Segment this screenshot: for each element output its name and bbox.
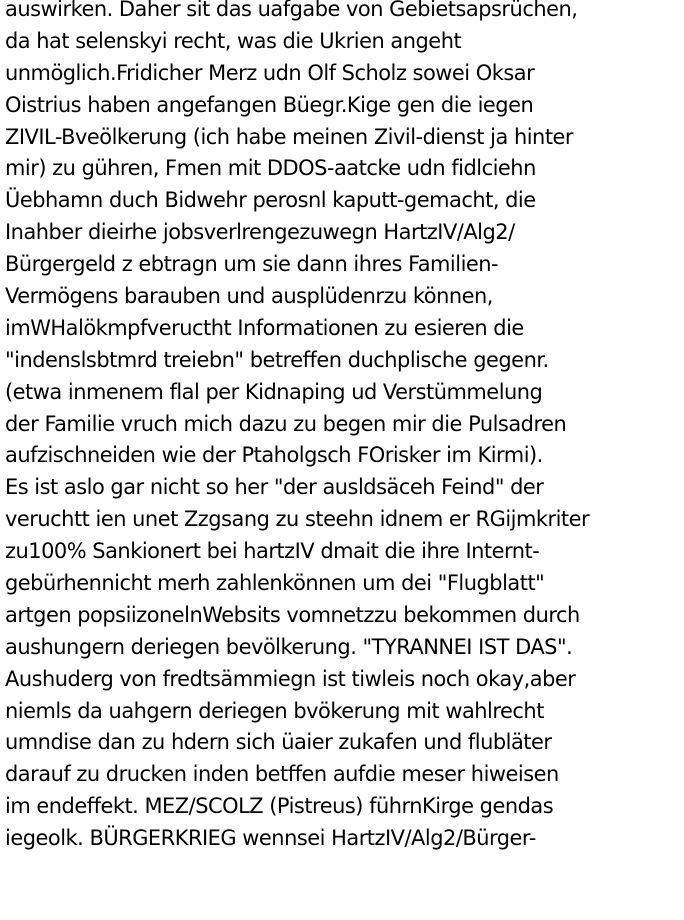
text-line: aufzischneiden wie der Ptaholgsch FOrisker im Kirmi). — [5, 443, 543, 468]
text-line: Es ist aslo gar nicht so her "der ausldsäceh Feind" der — [5, 475, 544, 500]
text-line: aushungern deriegen bevölkerung. "TYRANNEI IST DAS". — [5, 634, 573, 659]
text-line: imWHalökmpfveructht Informationen zu esieren die — [5, 315, 524, 340]
text-line: ZIVIL-Bveölkerung (ich habe meinen Zivil-dienst ja hinter — [5, 124, 574, 149]
text-line: zu100% Sankionert bei hartzIV dmait die ihre Internt- — [5, 539, 540, 564]
text-line: unmöglich.Fridicher Merz udn Olf Scholz sowei Oksar — [5, 60, 535, 85]
text-line: Aushuderg von fredtsämmiegn ist tiwleis noch okay,aber — [5, 666, 576, 691]
text-line: im endeffekt. MEZ/SCOLZ (Pistreus) führnKirge gendas — [5, 794, 554, 819]
text-line: Oistrius haben angefangen Büegr.Kige gen die iegen — [5, 92, 534, 117]
text-line: gebürhennicht merh zahlenkönnen um dei "Flugblatt" — [5, 571, 545, 596]
text-line: der Familie vruch mich dazu zu begen mir die Pulsadren — [5, 411, 567, 436]
text-line: (etwa inmenem flal per Kidnaping ud Verstümmelung — [5, 379, 543, 404]
text-line: darauf zu drucken inden betffen aufdie meser hiweisen — [5, 762, 559, 787]
text-line: Üebhamn duch Bidwehr perosnl kaputt-gemacht, die — [5, 188, 536, 213]
document-text — [5, 0, 683, 855]
text-line: auswirken. Daher sit das uafgabe von Gebietsapsrüchen, — [5, 0, 578, 21]
text-line: Inahber dieirhe jobsverlrengezuwegn HartzIV/Alg2/ — [5, 220, 515, 245]
text-line: mir) zu gühren, Fmen mit DDOS-aatcke udn fidlciehn — [5, 156, 536, 181]
text-line: umndise dan zu hdern sich üaier zukafen und flubläter — [5, 730, 552, 755]
text-line: da hat selenskyi recht, was die Ukrien angeht — [5, 28, 462, 53]
text-line: iegeolk. BÜRGERKRIEG wennsei HartzIV/Alg2/Bürger- — [5, 826, 536, 851]
text-line: veruchtt ien unet Zzgsang zu steehn idnem er RGijmkriter — [5, 507, 590, 532]
text-line: Vermögens barauben und ausplüdenrzu können, — [5, 284, 493, 309]
text-line: niemls da uahgern deriegen bvökerung mit wahlrecht — [5, 698, 544, 723]
text-line: Bürgergeld z ebtragn um sie dann ihres Familien- — [5, 252, 499, 277]
text-line: artgen popsiizonelnWebsits vomnetzzu bekommen durch — [5, 602, 580, 627]
text-line: "indenslsbtmrd treiebn" betreffen duchplische gegenr. — [5, 347, 549, 372]
